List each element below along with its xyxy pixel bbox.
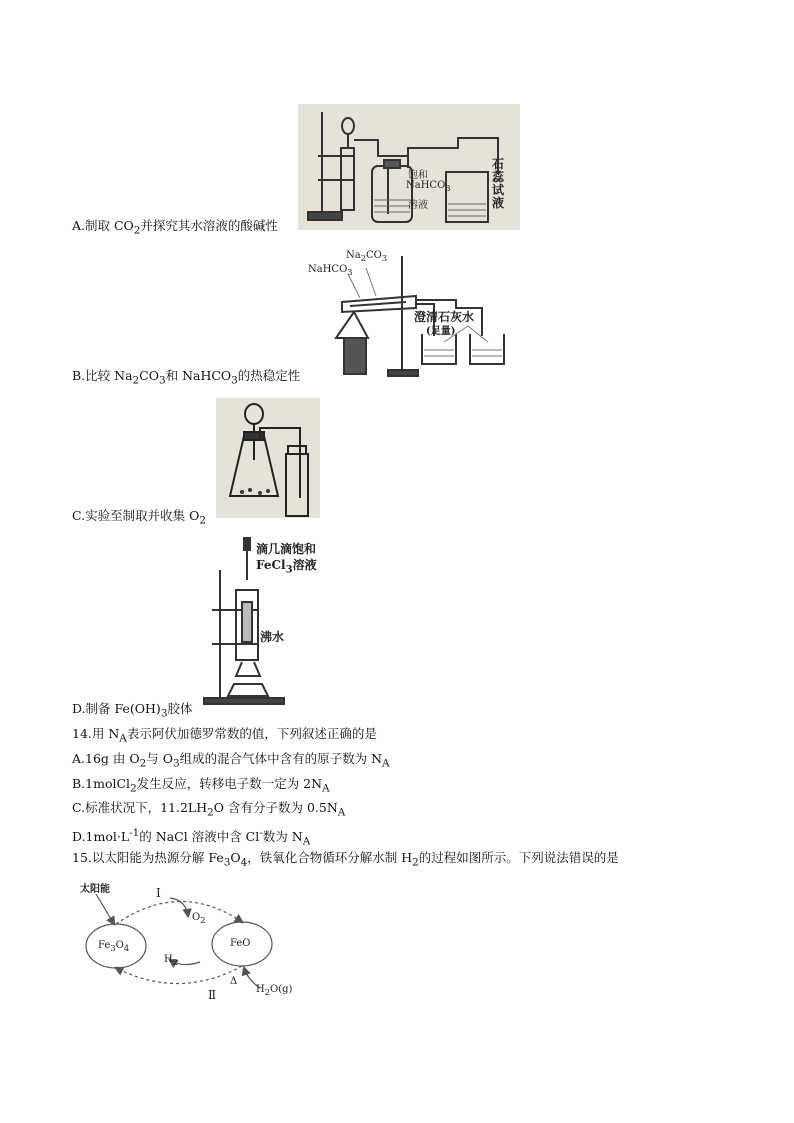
figure-b-label-nahco3 (308, 264, 353, 277)
figure-b-thermal-stability-apparatus (306, 246, 518, 380)
option-b-p1: B.比较 Na (72, 368, 133, 383)
figure-d-label-boiling-water: 沸水 (260, 630, 285, 644)
fecl3-b: 溶液 (292, 558, 317, 572)
q14c-s1: 2 (207, 806, 214, 819)
diagram-label-o2 (192, 912, 206, 925)
q14-option-b (72, 776, 330, 797)
q14-option-a (72, 751, 390, 772)
q14d-c: 数为 N (262, 829, 303, 845)
diagram-label-fe3o4 (98, 940, 129, 953)
h2-a: H (164, 954, 173, 965)
option-a-line (72, 218, 278, 239)
diagram-label-water (256, 984, 292, 997)
diagram-label-delta: Δ (230, 976, 238, 987)
q14-stem-b: 表示阿伏加德罗常数的值，下列叙述正确的是 (126, 726, 377, 741)
q14d-b: 的 NaCl 溶液中含 Cl (139, 829, 260, 845)
o2-s: 2 (200, 915, 206, 925)
q14-option-d (72, 825, 310, 850)
arrow-solar (96, 894, 114, 924)
figure-c-drawing (216, 398, 320, 518)
fe3o4-m: O (115, 940, 124, 951)
q14a-c: 组成的混合气体中含有的原子数为 N (179, 751, 383, 766)
arrow-step-2 (116, 966, 242, 984)
figure-a-label-litmus: 石蕊试液 (492, 157, 505, 210)
q14b-b: 发生反应，转移电子数一定为 2N (136, 776, 323, 791)
diagram-label-h2 (164, 954, 178, 967)
option-b-p3: 和 NaHCO (165, 368, 232, 383)
q14d-a: D.1mol·L (72, 829, 130, 845)
option-c-prefix: C.实验至制取并收集 O (72, 508, 200, 523)
option-c-line (72, 508, 206, 529)
figure-b-label-excess: (足量) (426, 326, 456, 337)
option-d-line (72, 701, 192, 722)
option-b-line (72, 368, 300, 389)
q14-stem-sub: A (119, 732, 127, 745)
figure-a-co2-apparatus (298, 104, 520, 230)
q14a-s1: 2 (139, 757, 147, 770)
q15-stem (72, 850, 619, 871)
water-b: O(g) (270, 984, 293, 995)
q14d-sup2: - (259, 827, 263, 839)
water-s: 2 (264, 987, 271, 997)
nahco3-a: NaHCO (308, 264, 348, 275)
option-d-prefix: D.制备 Fe(OH) (72, 701, 161, 716)
q14b-a: B.1molCl (72, 776, 131, 791)
fe3o4-s1: 3 (110, 943, 116, 953)
figure-a-label-solution: 溶液 (408, 200, 428, 211)
fecl3-s: 3 (285, 564, 293, 576)
q15-b: O (230, 850, 241, 865)
option-b-s1: 2 (132, 374, 140, 387)
option-b-p2: CO (139, 368, 159, 383)
q14c-s2: A (337, 806, 346, 819)
q14b-s1: 2 (130, 782, 137, 795)
q14-option-c (72, 800, 345, 821)
arrow-o2 (170, 898, 188, 916)
arrow-step-1 (116, 901, 242, 924)
q15-cycle-diagram (70, 876, 310, 1008)
fe3o4-s2: 4 (123, 943, 130, 953)
figure-a-label-nahco3 (406, 180, 451, 193)
figure-d-label-drops: 滴几滴饱和 (256, 542, 317, 556)
q15-s2: 4 (240, 856, 248, 869)
option-b-s3: 3 (231, 374, 238, 387)
figure-d-label-fecl3 (256, 556, 317, 575)
q15-a: 15.以太阳能为热源分解 Fe (72, 850, 224, 865)
diagram-label-feo: FeO (230, 938, 251, 949)
na2co3-a: Na (346, 250, 361, 261)
na2co3-s2: 3 (381, 253, 388, 263)
option-d-sub: 3 (160, 707, 168, 720)
q14-stem-a: 14.用 N (72, 726, 120, 741)
q14c-b: O 含有分子数为 0.5N (213, 800, 338, 815)
q14c-a: C.标准状况下，11.2LH (72, 800, 208, 815)
h2-s: 2 (172, 957, 179, 967)
diagram-label-step1: Ⅰ (156, 886, 161, 900)
option-b-suffix: 的热稳定性 (237, 368, 301, 383)
option-a-prefix: A.制取 CO (72, 218, 134, 233)
fe3o4-a: Fe (98, 940, 111, 951)
o2-a: O (192, 912, 201, 923)
figure-b-label-na2co3 (346, 250, 387, 263)
q14d-sup: -1 (129, 827, 140, 839)
q15-s3: 2 (412, 856, 419, 869)
q14a-b: 与 O (146, 751, 173, 766)
diagram-label-solar: 太阳能 (80, 884, 110, 895)
nahco3-s: 3 (347, 267, 353, 277)
fecl3-a: FeCl (256, 558, 286, 572)
q14a-s2: 3 (172, 757, 180, 770)
figure-a-label-nahco3-text: NaHCO (406, 180, 446, 191)
q14-stem (72, 726, 377, 747)
option-d-suffix: 胶体 (167, 701, 193, 716)
q14b-s2: A (322, 782, 330, 795)
water-a: H (256, 984, 265, 995)
na2co3-s1: 2 (360, 253, 367, 263)
diagram-label-step2: Ⅱ (208, 988, 217, 1002)
option-c-sub: 2 (199, 514, 206, 527)
option-b-s2: 3 (158, 374, 166, 387)
q14d-s2: A (302, 835, 311, 848)
na2co3-b: CO (366, 250, 382, 261)
option-a-suffix: 并探究其水溶液的酸碱性 (140, 218, 278, 233)
q15-s1: 3 (223, 856, 231, 869)
q14a-a: A.16g 由 O (72, 751, 140, 766)
option-a-sub: 2 (133, 224, 141, 237)
q15-c: ，铁氧化合物循环分解水制 H (247, 850, 413, 865)
figure-d-colloid-apparatus (198, 534, 338, 708)
figure-a-label-nahco3-sub: 3 (445, 183, 451, 193)
q14a-s3: A (382, 757, 390, 770)
figure-a-label-saturated: 饱和 (408, 170, 428, 181)
figure-c-oxygen-apparatus (216, 398, 320, 518)
q15-d: 的过程如图所示。下列说法错误的是 (418, 850, 619, 865)
figure-b-label-limewater: 澄清石灰水 (414, 310, 475, 324)
